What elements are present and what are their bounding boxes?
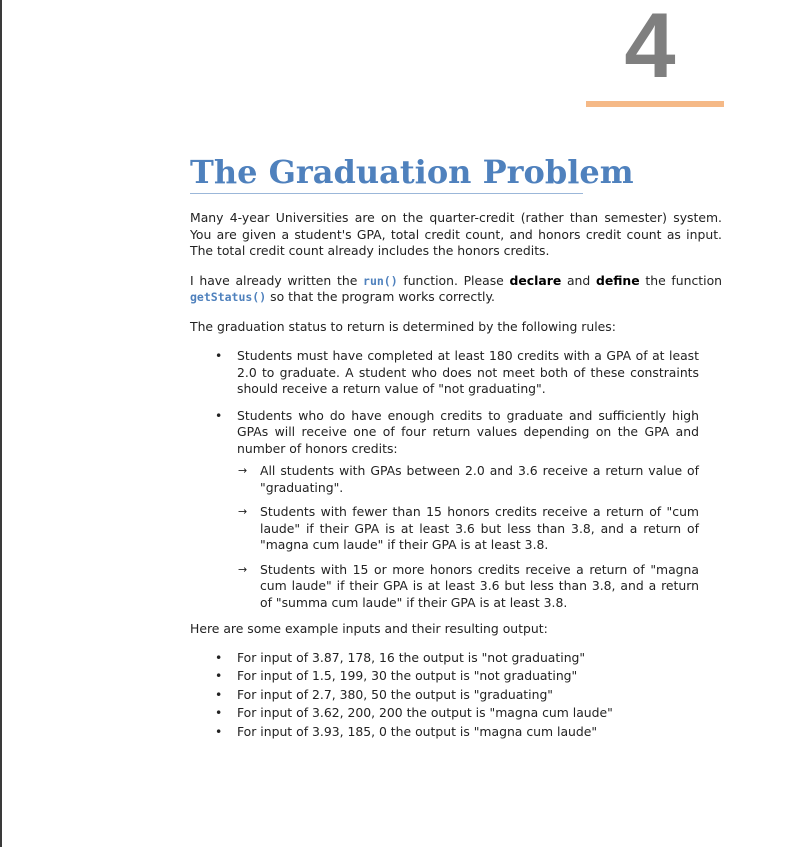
task-text-1: I have already written the bbox=[190, 272, 364, 288]
define-word: define bbox=[595, 272, 640, 288]
rule-item: • Students must have completed at least 180 credits with a GPA of at least 2.0 to graduate. A student who does not meet both of these constraints should receive a return value of "not graduating". bbox=[237, 348, 699, 398]
intro-paragraph: Many 4-year Universities are on the quarter-credit (rather than semester) system. You are given a student's GPA, total credit count, and honors credit count as input. The total credit count already includes the honors credits. bbox=[190, 210, 722, 258]
chapter-number: 4 bbox=[624, 0, 676, 97]
example-item: • For input of 1.5, 199, 30 the output is "not graduating" bbox=[237, 668, 722, 685]
rule-item-text: Students who do have enough credits to graduate and sufficiently high GPAs will receive one of four return values depending on the GPA and number of honors credits: bbox=[237, 407, 699, 456]
rules-intro: The graduation status to return is determined by the following rules: bbox=[190, 318, 616, 334]
task-text-4: the function bbox=[639, 272, 722, 288]
task-text-5: so that the program works correctly. bbox=[266, 289, 495, 304]
subrule-item: → Students with 15 or more honors credits receive a return of "magna cum laude" if their GPA is at least 3.6 but less than 3.8, and a return of "summa cum laude" if their GPA is at least 3.8. bbox=[260, 562, 699, 612]
example-item: • For input of 3.62, 200, 200 the output is "magna cum laude" bbox=[237, 705, 722, 722]
title-underline bbox=[190, 193, 583, 194]
example-item: • For input of 2.7, 380, 50 the output is "graduating" bbox=[237, 687, 722, 704]
subrules-list bbox=[237, 463, 699, 611]
subrule-item: → Students with fewer than 15 honors credits receive a return of "cum laude" if their GPA is at least 3.6 but less than 3.8, and a return of "magna cum laude" if their GPA is at least 3.8. bbox=[260, 504, 699, 554]
examples-list bbox=[190, 650, 722, 741]
example-item: • For input of 3.87, 178, 16 the output is "not graduating" bbox=[237, 650, 722, 667]
getstatus-function-code: getStatus() bbox=[190, 290, 267, 304]
page-title: The Graduation Problem bbox=[190, 153, 634, 191]
example-item: • For input of 3.93, 185, 0 the output is "magna cum laude" bbox=[237, 724, 722, 741]
task-text-3: and bbox=[561, 272, 596, 288]
examples-intro: Here are some example inputs and their resulting output: bbox=[190, 621, 548, 636]
rule-item bbox=[237, 408, 699, 612]
problem-body bbox=[190, 210, 722, 742]
chapter-accent-rule bbox=[586, 101, 724, 107]
subrule-item: → All students with GPAs between 2.0 and 3.6 receive a return value of "graduating". bbox=[260, 463, 699, 496]
run-function-code: run() bbox=[363, 273, 398, 288]
task-paragraph bbox=[190, 273, 722, 306]
rules-list bbox=[190, 348, 699, 611]
page-left-border bbox=[0, 0, 2, 847]
task-text-2: function. Please bbox=[397, 272, 510, 288]
declare-word: declare bbox=[509, 272, 562, 288]
